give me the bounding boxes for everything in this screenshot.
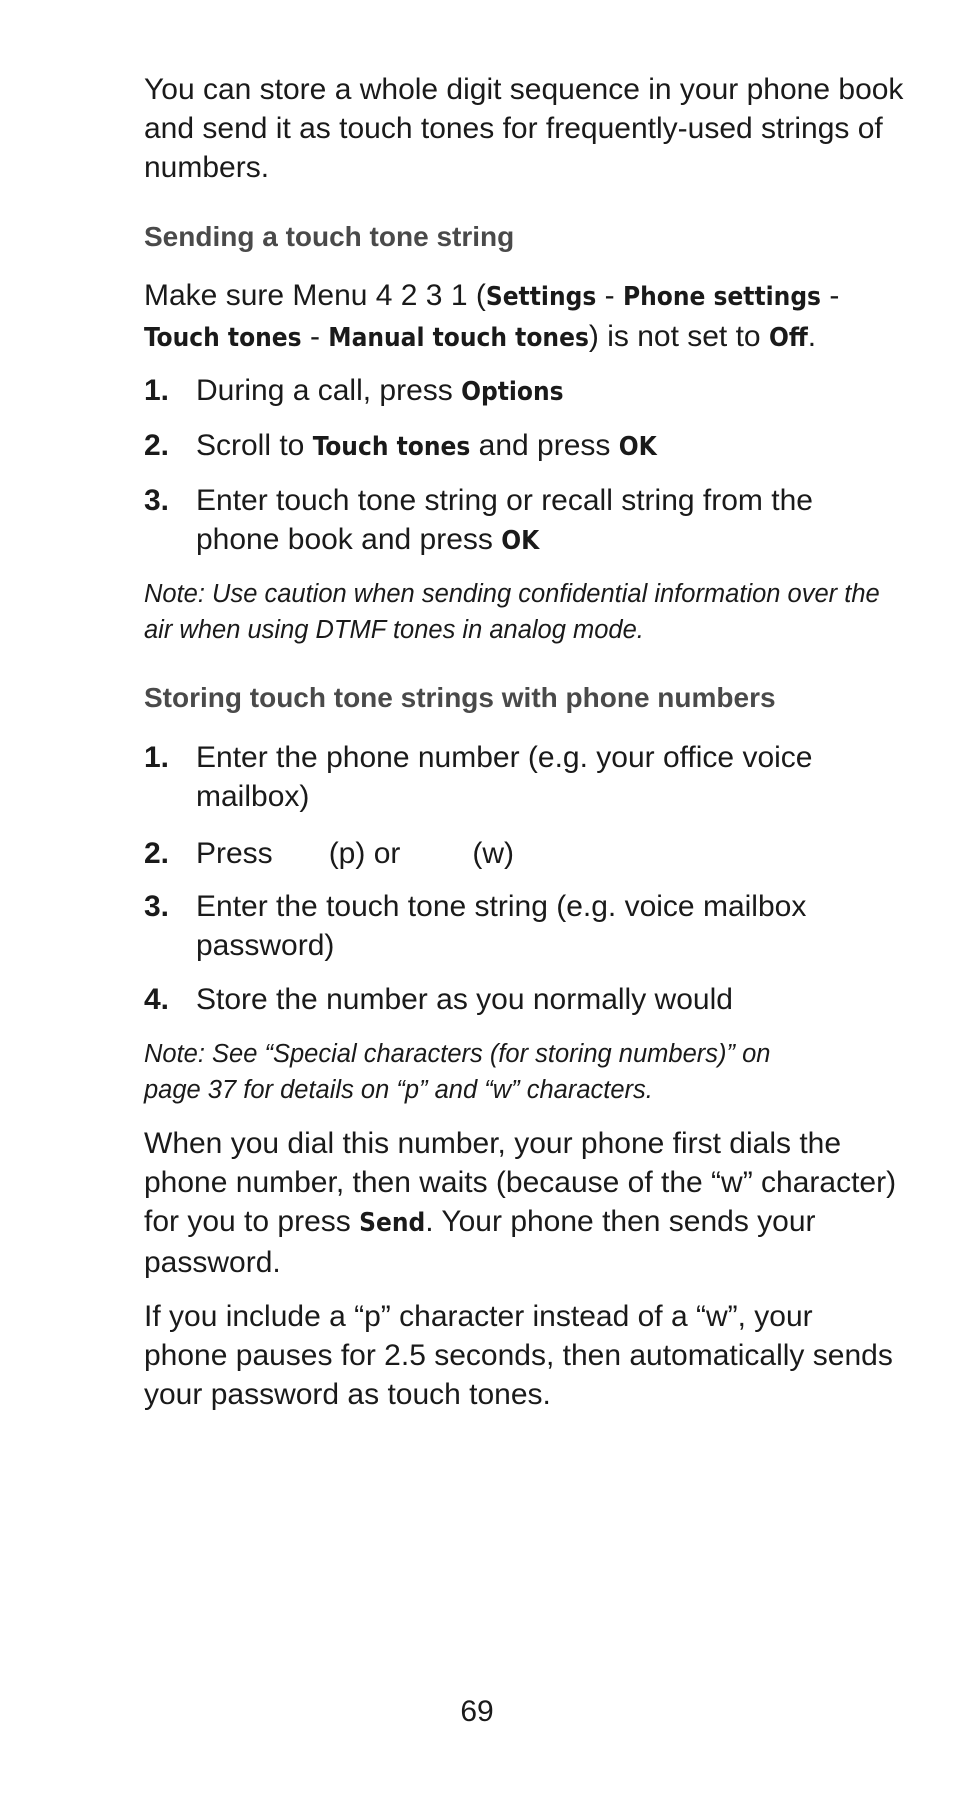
list-item [144,834,904,873]
paragraph-text: When you dial this number, your phone first dials the phone number, then waits (because of the “w” character) for you to press [144,1127,897,1238]
key-ok: OK [618,432,657,462]
step-number: 4. [144,983,170,1016]
prerequisite-paragraph [144,276,904,358]
step-number: 1. [144,374,170,407]
step-text: Store the number as you normally would [196,983,733,1016]
list-item [144,481,904,561]
prereq-text: . [807,320,817,353]
key-touch-tones: Touch tones [312,432,471,462]
prereq-separator: - [301,320,329,353]
step-number: 1. [144,741,170,774]
intro-paragraph: You can store a whole digit sequence in your phone book and send it as touch tones for frequently-used strings of numbers. [144,73,904,184]
note-caution: Note: Use caution when sending confidential information over the air when using DTMF tones in analog mode. [144,580,880,644]
step-number: 2. [144,429,170,462]
page-number: 69 [460,1695,494,1728]
step-number: 3. [144,484,170,517]
step-text [196,481,904,561]
section-heading-storing: Storing touch tone strings with phone numbers [144,682,776,713]
key-options: Options [461,377,564,407]
section-heading-sending: Sending a touch tone string [144,221,515,252]
list-item [144,980,904,1019]
step-text: Enter the phone number (e.g. your office voice mailbox) [196,741,813,813]
key-ok: OK [501,526,540,556]
step-text [196,834,904,873]
step-text-part: Scroll to [196,429,313,462]
menu-keyword-touch-tones: Touch tones [144,323,302,353]
list-item [144,371,904,412]
prereq-separator: - [821,279,840,312]
list-item [144,738,904,816]
step-text [196,371,904,412]
step-text-part: (p) or [328,837,401,870]
step-text-part: During a call, press [196,374,462,407]
step-text: Enter the touch tone string (e.g. voice mailbox password) [196,890,807,962]
paragraph-dialing [144,1124,904,1282]
paragraph-text: . Your phone then sends your password. [144,1205,816,1279]
note-special-characters: Note: See “Special characters (for storing numbers)” on page 37 for details on “p” and “w” characters. [144,1040,771,1104]
prereq-text: ) is not set to [588,320,769,353]
step-text-part: (w) [472,837,515,870]
list-item [144,426,904,467]
prereq-text: Make sure Menu 4 2 3 1 ( [144,279,486,312]
step-number: 3. [144,890,170,923]
step-text [196,426,904,467]
menu-keyword-off: Off [768,323,808,353]
menu-keyword-settings: Settings [485,282,597,312]
step-text-part: and press [470,429,619,462]
menu-keyword-phone-settings: Phone settings [622,282,821,312]
menu-keyword-manual-touch-tones: Manual touch tones [328,323,589,353]
paragraph-pause: If you include a “p” character instead of a “w”, your phone pauses for 2.5 seconds, then automatically sends your password as touch tones. [144,1300,893,1411]
step-text-part: Press [196,837,273,870]
step-text-part: Enter touch tone string or recall string from the phone book and press [196,484,813,556]
step-number: 2. [144,837,170,870]
list-item [144,887,904,965]
key-send: Send [359,1208,426,1238]
prereq-separator: - [596,279,623,312]
